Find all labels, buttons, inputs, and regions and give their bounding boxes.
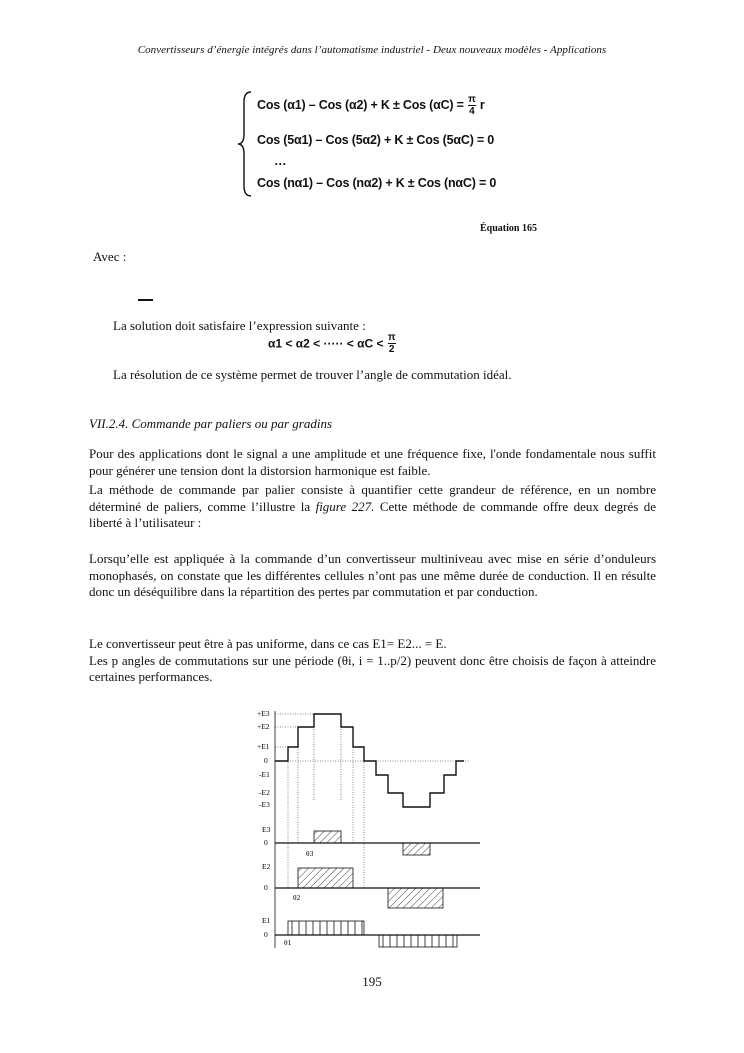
dotted-guides (275, 714, 470, 888)
equation-system (236, 88, 536, 200)
e3-positive-pulse (314, 831, 341, 843)
paragraph-3: Lorsqu’elle est appliquée à la commande d’un convertisseur multiniveau avec mise en série d’onduleurs monophasés, on constate que les différentes cellules n’ont pas une même durée de conduction. Il en résulte donc un déséquilibre dans la répartition des pertes par commutation et par conduction. (89, 551, 656, 599)
avec-text: Avec : (93, 249, 127, 264)
running-header: Convertisseurs d’énergie intégrés dans l’automatisme industriel - Deux nouveaux modèles - Applications (137, 44, 607, 56)
label-zero-e2: 0 (264, 883, 268, 892)
equation-line-2: Cos (5α1) – Cos (5α2) + K ± Cos (5αC) = 0 (257, 133, 495, 147)
e2-negative-pulse (388, 888, 443, 908)
paragraph-4 (89, 636, 656, 686)
label-plus-e1: +E1 (257, 742, 270, 751)
e1-positive-pulse (288, 921, 364, 935)
staircase-waveform-figure (240, 703, 490, 951)
equation-line-1: Cos (α1) – Cos (α2) + K ± Cos (αC) = $\frac{\pi}{4}$ r (257, 94, 485, 117)
equation-label: Équation 165 (480, 223, 537, 234)
section-title: VII.2.4. Commande par paliers ou par gradins (89, 416, 333, 431)
left-brace (236, 90, 254, 198)
label-minus-e2: -E2 (259, 788, 270, 797)
label-plus-e3: +E3 (257, 709, 270, 718)
equation-line-4: Cos (nα1) – Cos (nα2) + K ± Cos (nαC) = 0 (257, 176, 497, 190)
pi-over-2: $\frac{\pi}{2}$ (387, 332, 396, 355)
pi-over-4: $\frac{\pi}{4}$ (468, 94, 476, 117)
paragraph-2: La méthode de commande par palier consiste à quantifier cette grandeur de référence, en un nombre déterminé de paliers, comme l’illustre la figure 227. Cette méthode de commande offre deux degrés de liberté à l’utilisateur : (89, 482, 656, 530)
label-theta-1: θ1 (284, 938, 292, 947)
paragraph-1: Pour des applications dont le signal a une amplitude et une fréquence fixe, l'onde fondamentale nous suffit pour générer une tension dont la distorsion harmonique est faible. (89, 446, 656, 478)
label-zero-e1: 0 (264, 930, 268, 939)
label-e2: E2 (262, 862, 271, 871)
inequality: α1 < α2 < ····· < αC < $\frac{\pi}{2}$ (268, 332, 396, 355)
resolution-text: La résolution de ce système permet de trouver l’angle de commutation idéal. (113, 367, 512, 382)
label-plus-e2: +E2 (257, 722, 270, 731)
label-minus-e1: -E1 (259, 770, 270, 779)
label-minus-e3: -E3 (259, 800, 270, 809)
short-dash (138, 299, 153, 301)
label-zero-top: 0 (264, 756, 268, 765)
e3-negative-pulse (403, 843, 430, 855)
page-number: 195 (362, 974, 382, 989)
solution-intro: La solution doit satisfaire l’expression suivante : (113, 318, 366, 333)
e1-negative-pulse (379, 935, 457, 947)
equation-ellipsis: … (274, 154, 287, 168)
staircase-waveform (275, 714, 464, 807)
label-theta-3: θ3 (306, 849, 314, 858)
label-e1: E1 (262, 916, 271, 925)
e2-positive-pulse (298, 868, 353, 888)
figure-reference: figure 227. (315, 498, 375, 514)
paragraph-4-line-1: Le convertisseur peut être à pas uniforme, dans ce cas E1= E2... = E. (89, 636, 447, 651)
label-theta-2: θ2 (293, 893, 301, 902)
paragraph-4-line-2: Les p angles de commutations sur une période (θi, i = 1..p/2) peuvent donc être choisis de façon à atteindre certaines performances. (89, 652, 656, 684)
label-zero-e3: 0 (264, 838, 268, 847)
label-e3: E3 (262, 825, 271, 834)
